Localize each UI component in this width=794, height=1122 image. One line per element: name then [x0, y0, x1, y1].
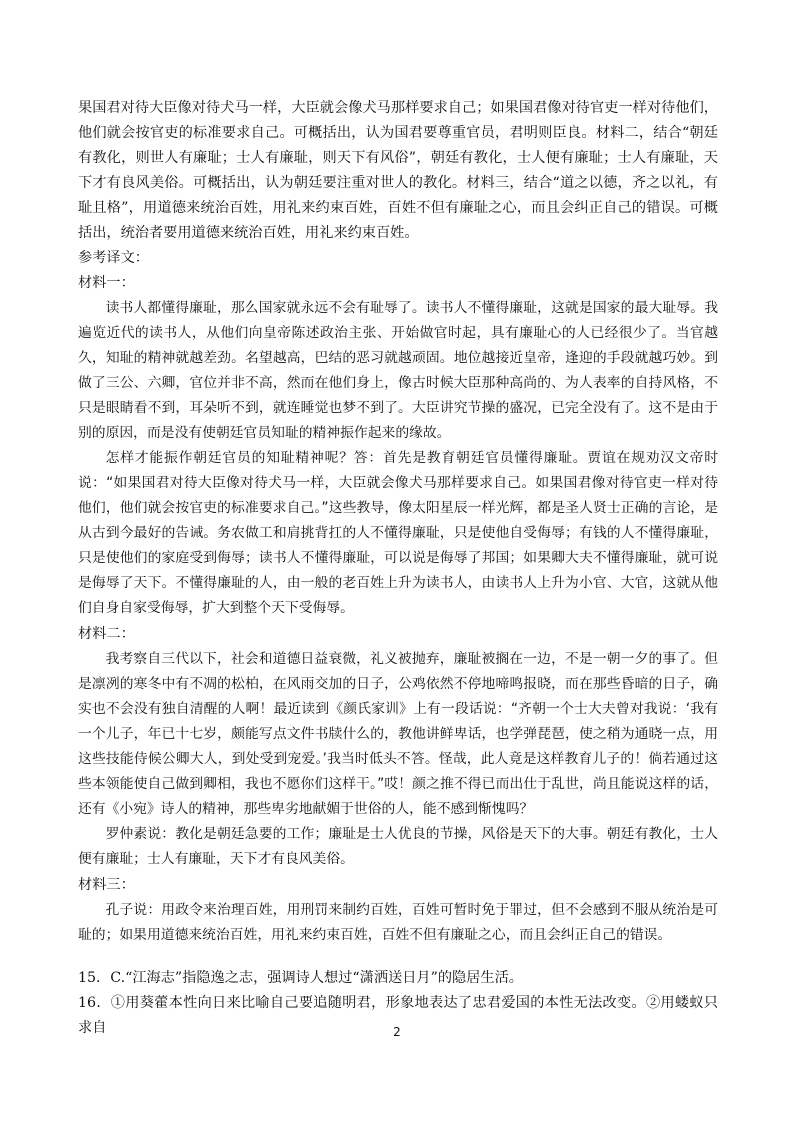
- material2-label-block: [78, 622, 718, 647]
- material3-block: [78, 898, 718, 948]
- translation-heading: 参考译文：: [78, 250, 149, 266]
- answer-16: 16．①用葵藿本性向日来比喻自己要追随明君，形象地表达了忠君爱国的本性无法改变。②用蝼蚁只求自: [78, 995, 718, 1036]
- material3-paragraph-1: 孔子说：用政令来治理百姓，用刑罚来制约百姓，百姓可暂时免于罪过，但不会感到不服从统治是可耻的；如果用道德来统治百姓，用礼来约束百姓，百姓不但有廉耻之心，而且会纠正自己的错误。: [78, 902, 718, 943]
- material3-label: 材料三：: [78, 877, 135, 893]
- intro-block: [78, 96, 718, 246]
- page-number: 2: [393, 1025, 401, 1039]
- material2-paragraph-1: 我考察自三代以下，社会和道德日益衰微，礼义被抛弃，廉耻被搁在一边，不是一朝一夕的事了。但是凛冽的寒冬中有不凋的松柏，在风雨交加的日子，公鸡依然不停地啼鸣报晓，而在那些昏暗的日子，确实也不会没有独自清醒的人啊！最近读到《颜氏家训》上有一段话说：“齐朝一个士大夫曾对我说：‘我有一个儿子，年已十七岁，颇能写点文件书牍什么的，教他讲鲜卑话，也学弹琵琶，使之稍为通晓一点，用这些技能侍候公卿大人，到处受到宠爱。’我当时低头不答。怪哉，此人竟是这样教育儿子的！倘若通过这些本领能使自己做到卿相，我也不愿你们这样干。”哎！颜之推不得已而出仕于乱世，尚且能说这样的话，还有《小宛》诗人的精神，那些卑劣地献媚于世俗的人，能不感到惭愧吗？: [78, 651, 718, 817]
- material1-block: [78, 296, 718, 621]
- material2-paragraph-2: 罗仲素说：教化是朝廷急要的工作；廉耻是士人优良的节操，风俗是天下的大事。朝廷有教化，士人便有廉耻；士人有廉耻，天下才有良风美俗。: [78, 826, 718, 867]
- material1-paragraph-2: 怎样才能振作朝廷官员的知耻精神呢？答：首先是教育朝廷官员懂得廉耻。贾谊在规劝汉文帝时说：“如果国君对待大臣像对待犬马一样，大臣就会像犬马那样要求自己。如果国君像对待官吏一样对待他们，他们就会按官吏的标准要求自己。”这些教导，像太阳星辰一样光辉，都是圣人贤士正确的言论，是从古到今最好的告诫。务农做工和肩挑背扛的人不懂得廉耻，只是使他自受侮辱；有钱的人不懂得廉耻，只是使他们的家庭受到侮辱；读书人不懂得廉耻，可以说是侮辱了邦国；如果卿大夫不懂得廉耻，就可说是侮辱了天下。不懂得廉耻的人，由一般的老百姓上升为读书人，由读书人上升为小官、大官，这就从他们自身自家受侮辱，扩大到整个天下受侮辱。: [78, 450, 718, 616]
- answer-15: 15．C.“江海志”指隐逸之志，强调诗人想过“潇洒送日月”的隐居生活。: [78, 970, 523, 986]
- intro-paragraph: 果国君对待大臣像对待犬马一样，大臣就会像犬马那样要求自己；如果国君像对待官吏一样对待他们，他们就会按官吏的标准要求自己。可概括出，认为国君要尊重官员，君明则臣良。材料二，结合“朝廷有教化，则世人有廉耻；士人有廉耻，则天下有风俗”，朝廷有教化，士人便有廉耻；士人有廉耻，天下才有良风美俗。可概括出，认为朝廷要注重对世人的教化。材料三，结合“道之以德，齐之以礼，有耻且格”，用道德来统治百姓，用礼来约束百姓，百姓不但有廉耻之心，而且会纠正自己的错误。可概括出，统治者要用道德来统治百姓，用礼来约束百姓。: [78, 100, 718, 241]
- material1-paragraph-1: 读书人都懂得廉耻，那么国家就永远不会有耻辱了。读书人不懂得廉耻，这就是国家的最大耻辱。我遍览近代的读书人，从他们向皇帝陈述政治主张、开始做官时起，具有廉耻心的人已经很少了。当官越久，知耻的精神就越差劲。名望越高，巴结的恶习就越顽固。地位越接近皇帝，逢迎的手段就越巧妙。到做了三公、六卿，官位并非不高，然而在他们身上，像古时候大臣那种高尚的、为人表率的自持风格，不只是眼睛看不到，耳朵听不到，就连睡觉也梦不到了。大臣讲究节操的盛况，已完全没有了。这不是由于别的原因，而是没有使朝廷官员知耻的精神振作起来的缘故。: [78, 300, 718, 441]
- material3-label-block: [78, 873, 718, 898]
- material2-label: 材料二：: [78, 626, 135, 642]
- translation-heading-block: [78, 246, 718, 296]
- material2-block: [78, 647, 718, 872]
- material1-label: 材料一：: [78, 275, 135, 291]
